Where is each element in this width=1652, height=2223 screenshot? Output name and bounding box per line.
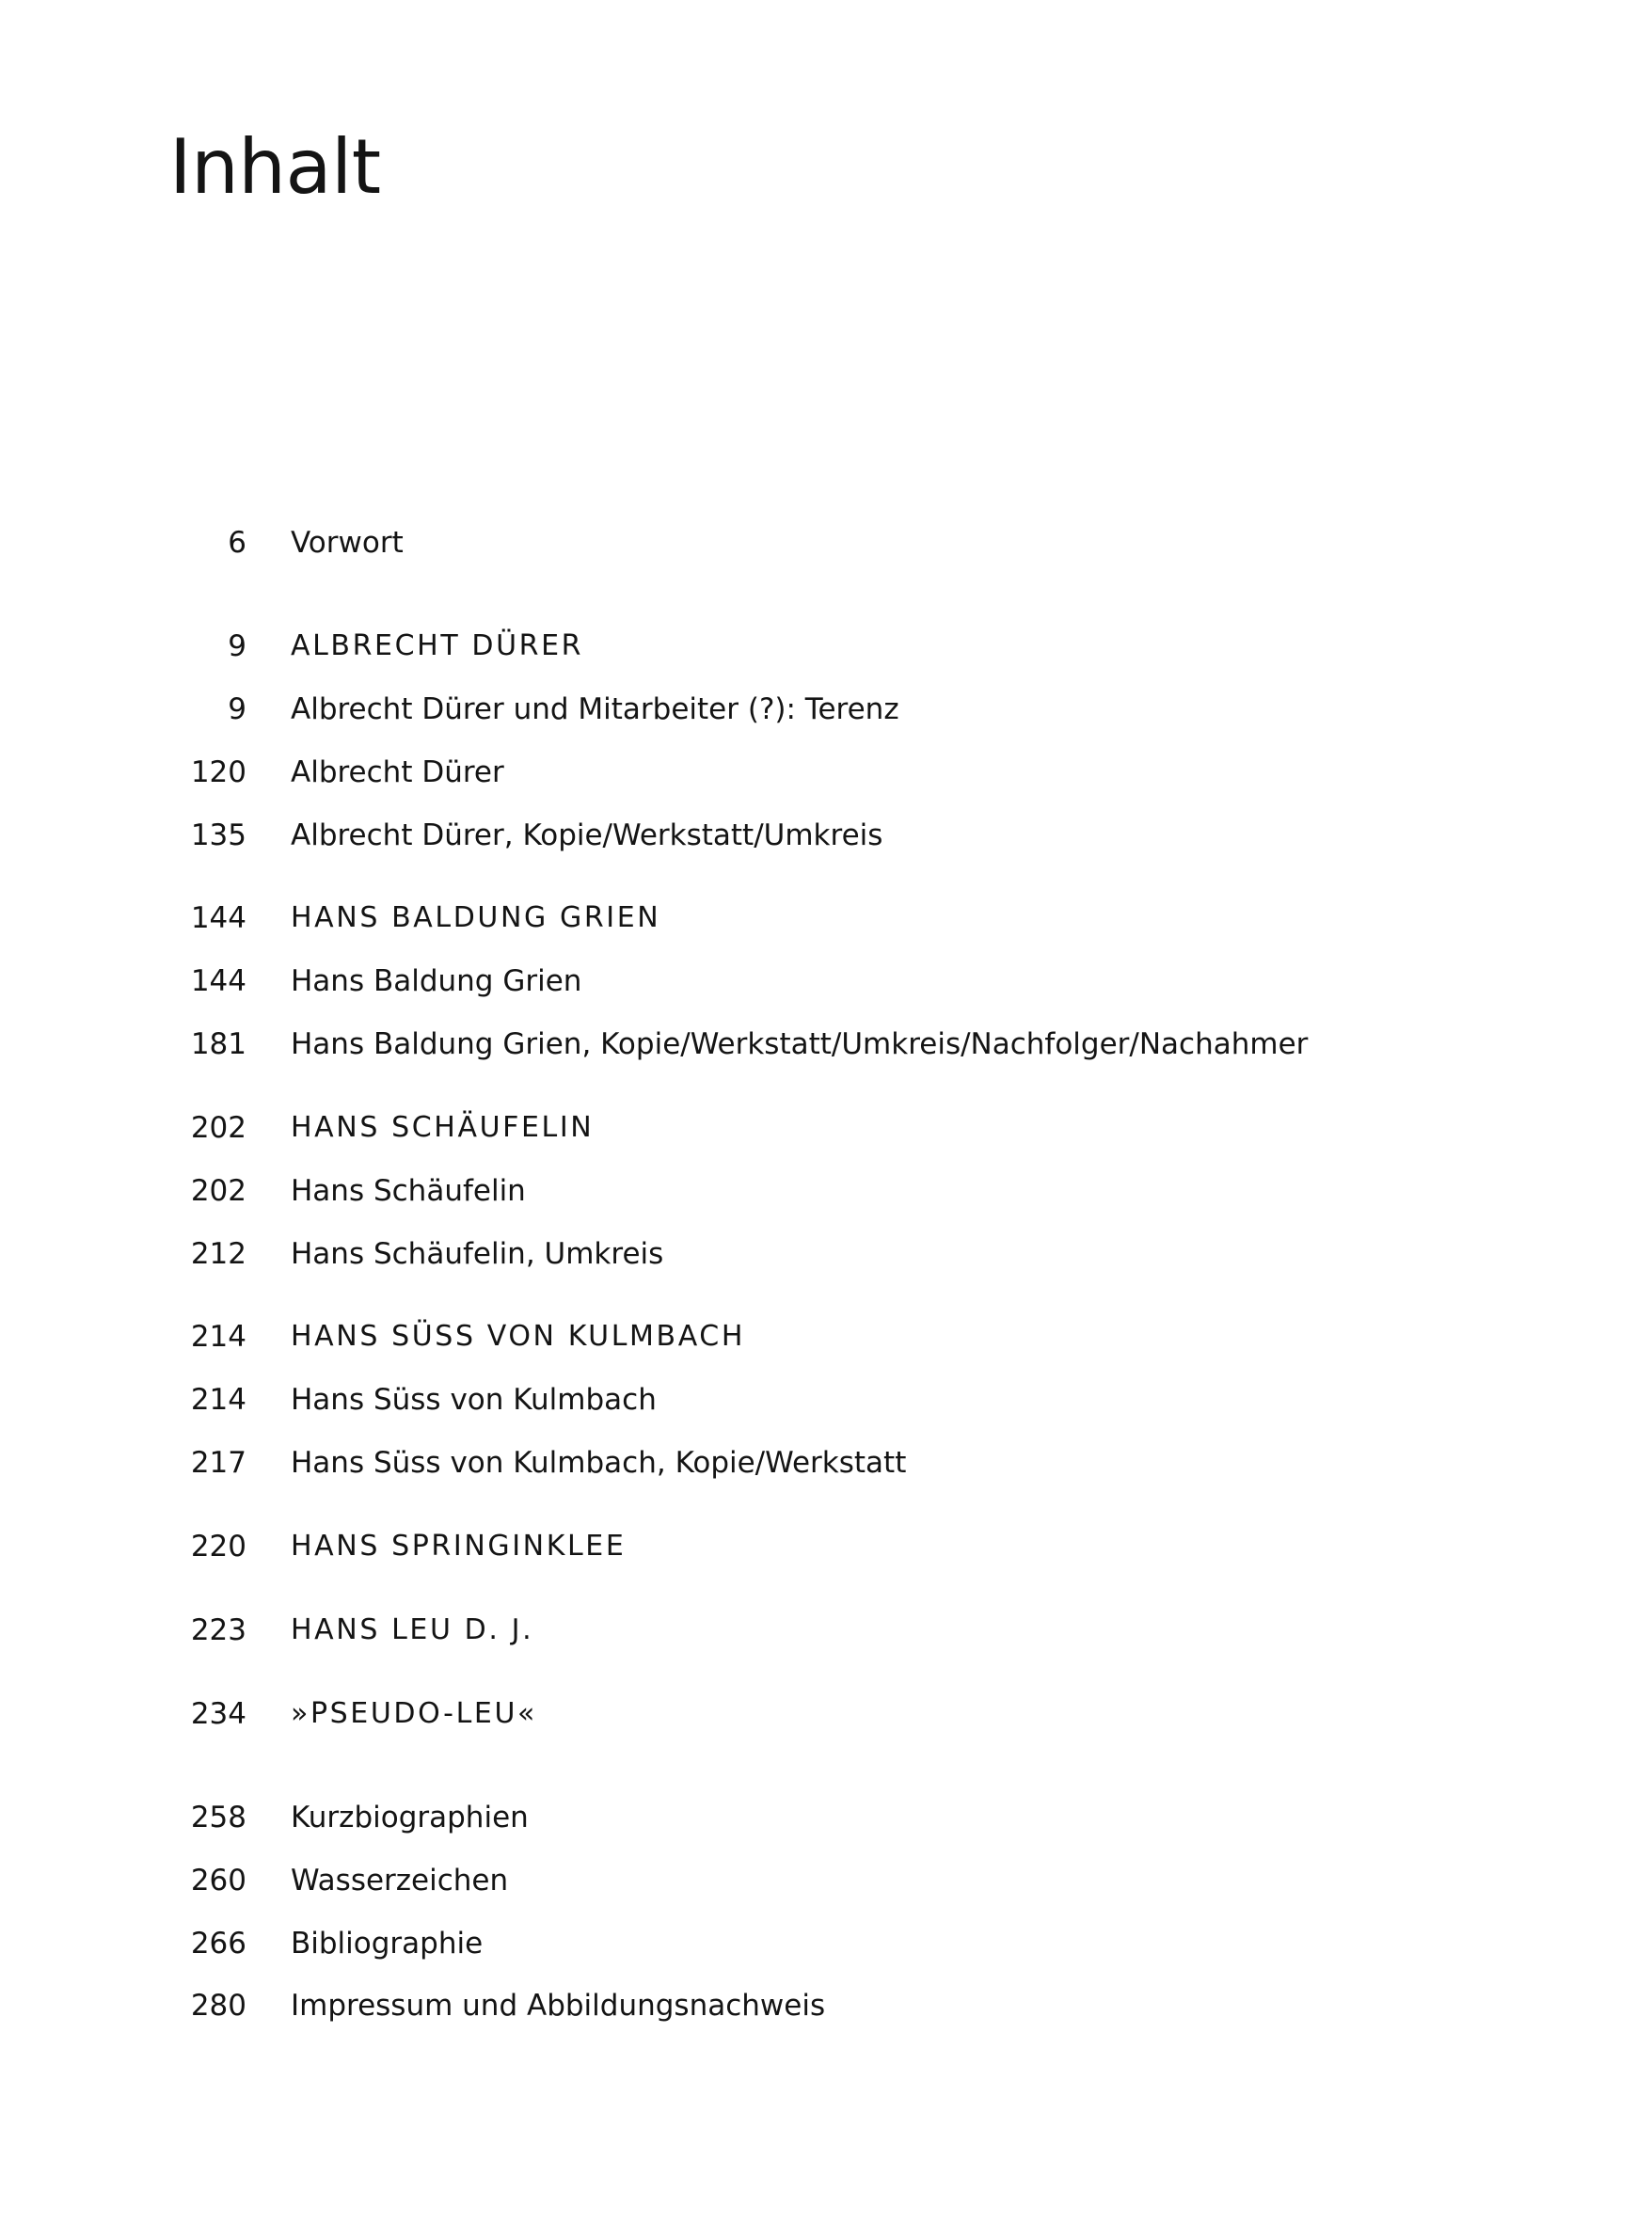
toc-page-number: 144 bbox=[190, 964, 246, 998]
toc-section-hans-leu[interactable] bbox=[0, 1610, 1652, 1651]
toc-entry-wasserzeichen[interactable] bbox=[0, 1860, 1652, 1901]
toc-entry-label: Hans Süss von Kulmbach bbox=[291, 1383, 657, 1417]
toc-section-label: HANS SÜSS VON KULMBACH bbox=[291, 1320, 746, 1353]
toc-entry-kurzbiographien[interactable] bbox=[0, 1797, 1652, 1838]
toc-section-label: ALBRECHT DÜRER bbox=[291, 629, 584, 662]
toc-page-number: 9 bbox=[228, 629, 246, 663]
toc-entry-label: Hans Baldung Grien bbox=[291, 964, 582, 998]
toc-entry-label: Albrecht Dürer bbox=[291, 755, 504, 789]
toc-entry-label: Hans Schäufelin, Umkreis bbox=[291, 1237, 664, 1271]
toc-entry-label: Impressum und Abbildungsnachweis bbox=[291, 1989, 826, 2023]
toc-page-number: 214 bbox=[190, 1320, 246, 1354]
toc-page-number: 212 bbox=[190, 1237, 246, 1271]
toc-page-number: 217 bbox=[190, 1446, 246, 1480]
toc-entry[interactable] bbox=[0, 752, 1652, 793]
toc-section-hans-baldung-grien[interactable] bbox=[0, 897, 1652, 939]
toc-page-number: 234 bbox=[190, 1697, 246, 1731]
toc-entry-label: Albrecht Dürer, Kopie/Werkstatt/Umkreis bbox=[291, 818, 883, 852]
toc-entry-label: Hans Schäufelin bbox=[291, 1174, 526, 1208]
toc-page-number: 144 bbox=[190, 901, 246, 935]
toc-section-label: HANS LEU D. J. bbox=[291, 1613, 534, 1646]
toc-page-number: 202 bbox=[190, 1111, 246, 1145]
toc-section-hans-schaeufelin[interactable] bbox=[0, 1107, 1652, 1149]
toc-entry[interactable] bbox=[0, 1233, 1652, 1275]
toc-entry-label: Wasserzeichen bbox=[291, 1864, 509, 1897]
toc-section-label: HANS BALDUNG GRIEN bbox=[291, 901, 661, 934]
toc-section-label: HANS SPRINGINKLEE bbox=[291, 1530, 627, 1563]
toc-entry-vorwort[interactable] bbox=[0, 522, 1652, 564]
toc-page-number: 214 bbox=[190, 1383, 246, 1417]
toc-section-hans-suess-von-kulmbach[interactable] bbox=[0, 1316, 1652, 1358]
toc-page-number: 202 bbox=[190, 1174, 246, 1208]
toc-section-pseudo-leu[interactable] bbox=[0, 1693, 1652, 1735]
toc-entry-label: Albrecht Dürer und Mitarbeiter (?): Terenz bbox=[291, 692, 899, 726]
toc-entry[interactable] bbox=[0, 1379, 1652, 1421]
toc-entry[interactable] bbox=[0, 689, 1652, 730]
toc-page-number: 6 bbox=[228, 526, 246, 560]
toc-entry-label: Bibliographie bbox=[291, 1927, 484, 1961]
toc-entry-label: Hans Baldung Grien, Kopie/Werkstatt/Umkreis/Nachfolger/Nachahmer bbox=[291, 1027, 1309, 1061]
toc-page-number: 260 bbox=[190, 1864, 246, 1897]
toc-entry-impressum[interactable] bbox=[0, 1985, 1652, 2026]
toc-page-number: 135 bbox=[190, 818, 246, 852]
toc-page-number: 223 bbox=[190, 1613, 246, 1647]
toc-entry-bibliographie[interactable] bbox=[0, 1923, 1652, 1964]
toc-entry-label: Hans Süss von Kulmbach, Kopie/Werkstatt bbox=[291, 1446, 907, 1480]
toc-section-albrecht-duerer[interactable] bbox=[0, 626, 1652, 667]
toc-entry[interactable] bbox=[0, 1024, 1652, 1065]
toc-page-number: 181 bbox=[190, 1027, 246, 1061]
toc-entry[interactable] bbox=[0, 1442, 1652, 1484]
toc-page-number: 280 bbox=[190, 1989, 246, 2023]
toc-page-number: 9 bbox=[228, 692, 246, 726]
toc-page-number: 266 bbox=[190, 1927, 246, 1961]
toc-section-hans-springinklee[interactable] bbox=[0, 1526, 1652, 1567]
toc-section-label: HANS SCHÄUFELIN bbox=[291, 1111, 595, 1144]
toc-entry-label: Kurzbiographien bbox=[291, 1801, 529, 1834]
toc-page-number: 220 bbox=[190, 1530, 246, 1564]
page-title: Inhalt bbox=[169, 123, 381, 211]
toc-entry-label: Vorwort bbox=[291, 526, 404, 560]
toc-entry[interactable] bbox=[0, 961, 1652, 1002]
toc-page-number: 120 bbox=[190, 755, 246, 789]
toc-section-label: »PSEUDO-LEU« bbox=[291, 1697, 537, 1730]
toc-entry[interactable] bbox=[0, 1170, 1652, 1212]
toc-page-number: 258 bbox=[190, 1801, 246, 1834]
toc-entry[interactable] bbox=[0, 815, 1652, 856]
